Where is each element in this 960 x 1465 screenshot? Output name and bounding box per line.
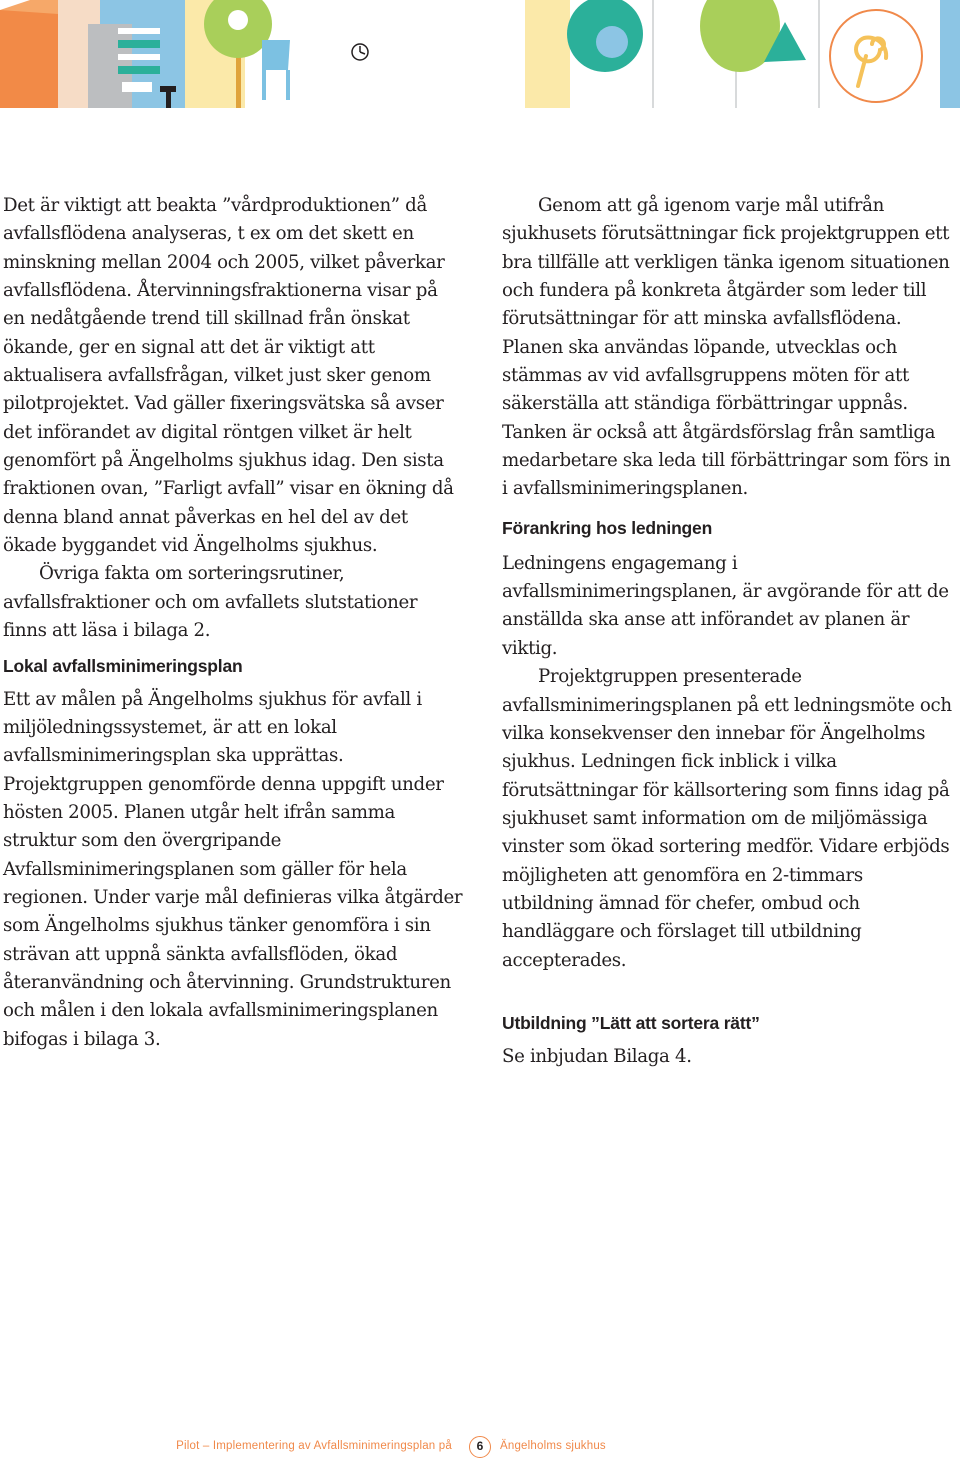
body-paragraph: Projektgruppen presenterade avfallsminimeringsplanen på ett ledningsmöte och vilka konsekvenser den innebar för Ängelholms sjukhus. Ledningen fick inblick i vilka förutsättningar för källsortering som finns idag på sjukhuset samt information om de miljömässiga vinster som ökad sortering medför. Vidare erbjöds möjligheten att genomföra en 2-timmars utbildning ämnad för chefer, ombud och handläggare och förslaget till utbildning accepterades. bbox=[502, 666, 952, 971]
body-paragraph: Se inbjudan Bilaga 4. bbox=[502, 1045, 692, 1067]
section-heading: Utbildning ”Lätt att sortera rätt” bbox=[502, 1012, 760, 1033]
left-column bbox=[3, 192, 463, 1054]
chair-shape bbox=[262, 40, 290, 70]
section-heading: Lokal avfallsminimeringsplan bbox=[3, 655, 243, 676]
orange-building-shape bbox=[0, 10, 58, 108]
footer-hospital: Ängelholms sjukhus bbox=[500, 1440, 606, 1452]
blue-edge-shape bbox=[940, 0, 960, 108]
page-footer bbox=[0, 1436, 960, 1458]
sun-yellow-block-shape bbox=[525, 0, 570, 108]
page-number: 6 bbox=[469, 1436, 491, 1458]
section-heading: Förankring hos ledningen bbox=[502, 517, 713, 538]
body-paragraph: Ett av målen på Ängelholms sjukhus för avfall i miljöledningssystemet, är att en lokal avfallsminimeringsplan ska upprättas. Projektgruppen genomförde denna uppgift under hösten 2005. Planen utgår helt ifrån samma struktur som den övergripande Avfallsminimeringsplanen som gäller för hela regionen. Under varje mål definieras vilka åtgärder som Ängelholms sjukhus tänker genomföra i sin strävan att uppnå sänkta avfallsflöden, ökad återanvändning och återvinning. Grundstrukturen och målen i den lokala avfallsminimeringsplanen bifogas i bilaga 3. bbox=[3, 688, 463, 1050]
entrance-sign-shape bbox=[160, 86, 176, 92]
body-paragraph: Ledningens engagemang i avfallsminimeringsplanen, är avgörande för att de anställda ska anse att införandet av planen är viktig. bbox=[502, 552, 949, 659]
body-paragraph: Övriga fakta om sorteringsrutiner, avfallsfraktioner och om avfallets slutstationer finns att läsa i bilaga 2. bbox=[3, 563, 418, 642]
body-paragraph: Genom att gå igenom varje mål utifrån sjukhusets förutsättningar fick projektgruppen ett bra tillfälle att verkligen tänka igenom situationen och fundera på konkreta åtgärder som leder till förutsättningar för att minska avfallsflödena. Planen ska användas löpande, utvecklas och stämmas av vid avfallsgruppens möten för att säkerställa att ständiga förbättringar uppnås. Tanken är också att åtgärdsförslag från samtliga medarbetare ska leda till förbättringar som förs in i avfallsminimeringsplanen. bbox=[502, 195, 951, 500]
pole-shape bbox=[652, 0, 654, 108]
right-column bbox=[502, 192, 957, 1071]
body-paragraph: Det är viktigt att beakta ”vårdproduktionen” då avfallsflödena analyseras, t ex om det skett en minskning mellan 2004 och 2005, vilket påverkar avfallsflödena. Återvinningsfraktionerna visar på en nedåtgående trend till skillnad från önskat ökande, ger en signal att det är viktigt att aktualisera avfallsfrågan, vilket just sker genom pilotprojektet. Vad gäller fixeringsvätska så avser det införandet av digital röntgen vilket är helt genomfört på Ängelholms sjukhus idag. Den sista fraktionen ovan, ”Farligt avfall” visar en ökning då denna bland annat påverkas en hel del av det ökade byggandet vid Ängelholms sjukhus. bbox=[3, 195, 454, 557]
footer-title: Pilot – Implementering av Avfallsminimeringsplan på bbox=[176, 1440, 452, 1452]
decorative-banner bbox=[0, 0, 960, 108]
